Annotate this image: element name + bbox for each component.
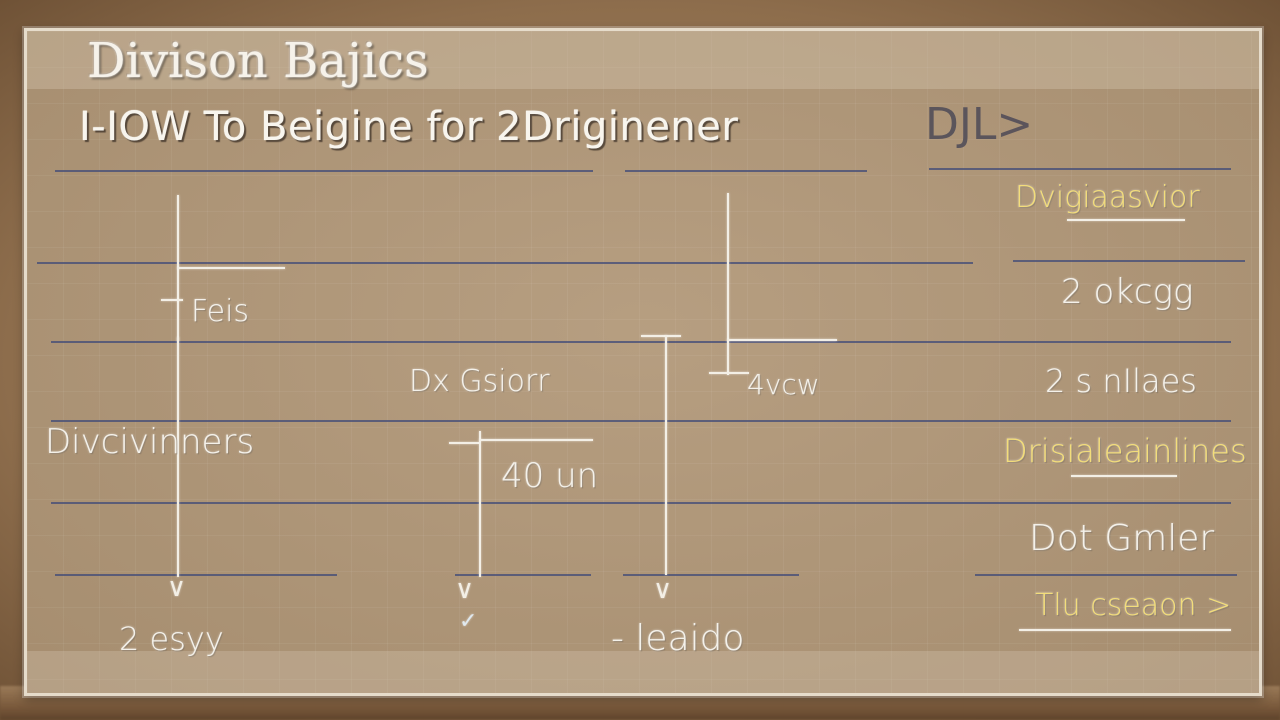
right-list-item: 2 okcgg [1061, 272, 1194, 312]
right-list-item: 2 s nIlaes [1045, 362, 1197, 400]
rule-line [929, 168, 1231, 170]
center-box-label: 40 un [501, 456, 599, 496]
rule-line [625, 170, 867, 172]
right-list-item: Dvigiaasvior [1015, 180, 1200, 215]
chalkboard [24, 28, 1262, 696]
right-list-item: Tlu cseaon > [1035, 588, 1232, 623]
rule-line [1013, 260, 1245, 262]
rule-line [55, 574, 337, 576]
center-vertical [479, 431, 481, 577]
right-list-item: Dot Gmler [1029, 518, 1215, 559]
rule-line [51, 502, 1231, 504]
rc-vertical-bottom [665, 335, 667, 575]
down-arrow-icon: ∨ [653, 575, 673, 605]
board-subtitle: I-IOW To Beigine for 2Driginener [79, 104, 739, 150]
rc-vertical-top [727, 193, 729, 375]
right-list-item: Drisialeainlines [1003, 432, 1247, 470]
center-bracket-top [479, 439, 593, 441]
rc-tick [709, 372, 749, 374]
underline [1071, 475, 1177, 477]
rule-line [55, 170, 593, 172]
down-arrow-icon: ∨ [167, 573, 187, 603]
rule-line [623, 574, 799, 576]
center-tick [449, 442, 479, 444]
corner-scribble: DJL> [925, 99, 1034, 150]
rc-left-tick [641, 335, 681, 337]
left-mid-label: Divcivinners [45, 422, 255, 462]
rc-bottom-label: - leaido [611, 618, 745, 659]
rc-bracket-top [727, 339, 837, 341]
check-mark-icon: ✓ [459, 609, 478, 634]
rule-line [51, 341, 1231, 343]
left-bottom-label: 2 esyy [119, 620, 224, 658]
rc-box-label: 4vcw [747, 368, 820, 401]
rule-line [975, 574, 1237, 576]
left-bracket-top [177, 267, 285, 269]
underline [1019, 629, 1231, 631]
left-top-label: Feis [191, 294, 250, 329]
center-top-label: Dx Gsiorr [409, 364, 550, 399]
rule-line [455, 574, 591, 576]
down-arrow-icon: ∨ [455, 575, 475, 605]
board-title: Divison Bajics [87, 33, 429, 89]
underline [1067, 219, 1185, 221]
left-tick [161, 299, 183, 301]
